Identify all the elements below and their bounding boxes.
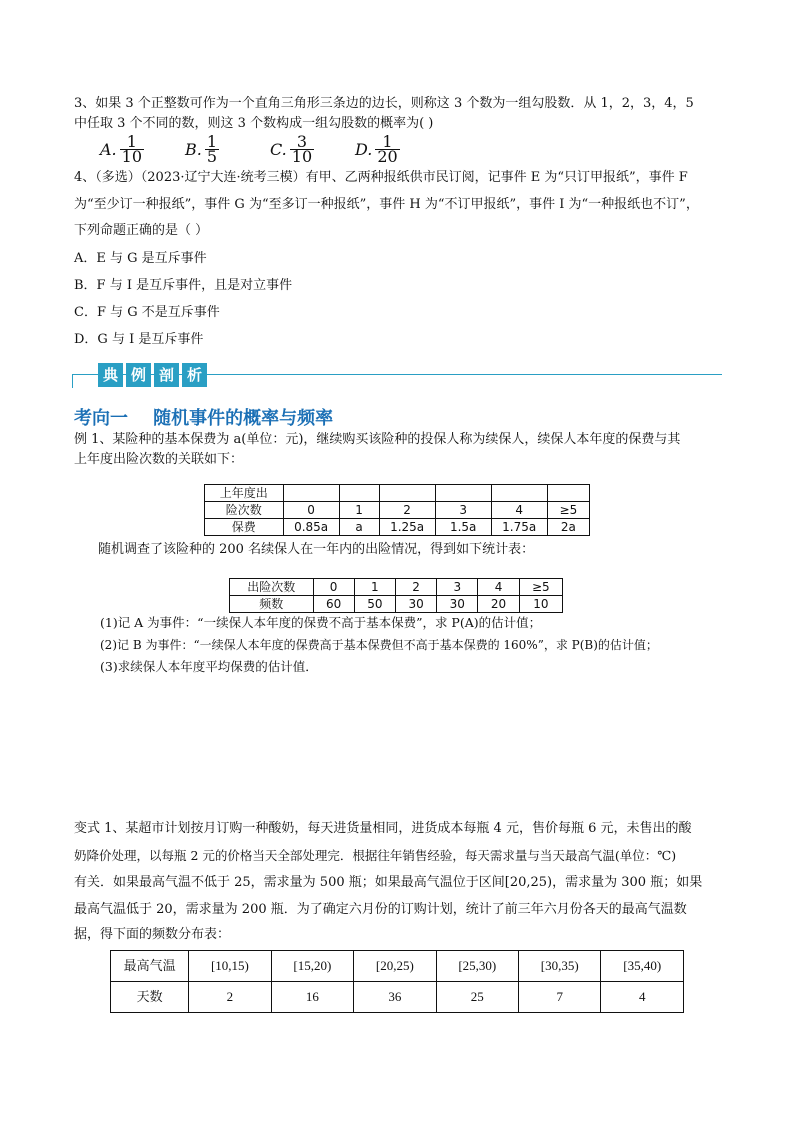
table-row — [111, 982, 684, 1013]
table-cell: 2 — [395, 579, 436, 596]
example1-line3: 随机调查了该险种的 200 名续保人在一年内的出险情况，得到如下统计表： — [98, 542, 535, 557]
q3-line1: 3、如果 3 个正整数可作为一个直角三角形三条边的边长，则称这 3 个数为一组勾股数．从 1，2，3，4，5 — [74, 96, 694, 111]
table-cell: 4 — [491, 502, 547, 519]
q3-option-a — [100, 132, 185, 166]
table-cell: 1 — [339, 502, 379, 519]
table-cell: [35,40) — [601, 951, 684, 982]
table-cell: [25,30) — [436, 951, 518, 982]
table-row — [205, 502, 590, 519]
table-cell: 30 — [437, 596, 478, 613]
q4-option-a: A．E 与 G 是互斥事件 — [74, 251, 207, 266]
table-row — [111, 951, 684, 982]
banner-char: 剖 — [154, 363, 179, 387]
table-cell: 上年度出 — [205, 485, 284, 502]
banner-char: 析 — [182, 363, 207, 387]
text: 1 — [206, 132, 218, 151]
temperature-table — [110, 950, 684, 1013]
banner-char: 例 — [126, 363, 151, 387]
table-cell: 16 — [271, 982, 353, 1013]
variant1-line3: 有关．如果最高气温不低于 25，需求量为 500 瓶；如果最高气温位于区间[20,25)，需求量为 300 瓶；如果 — [74, 875, 703, 890]
text: B. — [185, 140, 202, 159]
table-cell: a — [339, 519, 379, 536]
table-cell: 3 — [435, 502, 491, 519]
text: 20 — [377, 147, 398, 166]
table-cell — [547, 485, 589, 502]
table-cell — [379, 485, 435, 502]
table-cell: 20 — [478, 596, 519, 613]
q4-line2: 为“至少订一种报纸”，事件 G 为“至多订一种报纸”，事件 H 为“不订甲报纸”，事件 I 为“一种报纸也不订”， — [74, 197, 699, 212]
variant1-line2: 奶降价处理，以每瓶 2 元的价格当天全部处理完．根据往年销售经验，每天需求量与当天最高气温(单位：℃) — [74, 848, 677, 863]
text: C. — [270, 140, 287, 159]
text: 5 — [206, 147, 218, 166]
banner-bracket — [72, 374, 73, 388]
frequency-table — [229, 578, 563, 613]
table-cell: 10 — [519, 596, 562, 613]
table-row — [230, 579, 563, 596]
q3-option-c — [270, 132, 355, 166]
text: 3 — [290, 135, 314, 150]
variant1-line4: 最高气温低于 20，需求量为 200 瓶．为了确定六月份的订购计划，统计了前三年六月份各天的最高气温数 — [74, 902, 687, 917]
q3-line2: 中任取 3 个不同的数，则这 3 个数构成一组勾股数的概率为( ) — [74, 116, 434, 131]
table-cell: 30 — [395, 596, 436, 613]
q3-option-b — [185, 132, 270, 166]
table-cell: 0.85a — [283, 519, 339, 536]
table-cell: 50 — [354, 596, 395, 613]
variant1-line1: 变式 1、某超市计划按月订购一种酸奶，每天进货量相同，进货成本每瓶 4 元，售价每瓶 6 元，未售出的酸 — [74, 821, 692, 836]
table-cell — [435, 485, 491, 502]
example1-q1: (1)记 A 为事件：“一续保人本年度的保费不高于基本保费”，求 P(A)的估计值； — [100, 615, 542, 630]
table-cell: 0 — [313, 579, 354, 596]
example1-q2: (2)记 B 为事件：“一续保人本年度的保费高于基本保费但不高于基本保费的 160%”，求 P(B)的估计值； — [100, 638, 658, 652]
text: D. — [355, 140, 373, 159]
text: 10 — [121, 147, 142, 166]
table-cell: 60 — [313, 596, 354, 613]
table-row — [205, 485, 590, 502]
example1-line1: 例 1、某险种的基本保费为 a(单位：元)，继续购买该险种的投保人称为续保人，续保人本年度的保费与其 — [74, 432, 681, 447]
table-cell: [15,20) — [271, 951, 353, 982]
q4-line3: 下列命题正确的是（ ） — [74, 223, 209, 238]
premium-table — [204, 484, 590, 536]
section-title: 考向一 随机事件的概率与频率 — [74, 408, 334, 429]
table-cell: 保费 — [205, 519, 284, 536]
table-cell: 0 — [283, 502, 339, 519]
q4-line1: 4、（多选）（2023·辽宁大连·统考三模）有甲、乙两种报纸供市民订阅，记事件 E 为“只订甲报纸”，事件 F — [74, 170, 688, 185]
table-cell: 2 — [189, 982, 271, 1013]
table-cell: 频数 — [230, 596, 314, 613]
table-cell: [20,25) — [354, 951, 436, 982]
table-cell: [30,35) — [519, 951, 601, 982]
text: 1 — [120, 135, 144, 150]
table-cell: 4 — [601, 982, 684, 1013]
table-cell: ≥5 — [519, 579, 562, 596]
table-cell: [10,15) — [189, 951, 271, 982]
section-banner — [72, 363, 722, 389]
table-cell: 7 — [519, 982, 601, 1013]
table-cell: 2a — [547, 519, 589, 536]
table-cell: 1.5a — [435, 519, 491, 536]
table-cell: 出险次数 — [230, 579, 314, 596]
table-cell: 4 — [478, 579, 519, 596]
table-cell: 1.75a — [491, 519, 547, 536]
table-cell: 25 — [436, 982, 518, 1013]
variant1-line5: 据，得下面的频数分布表： — [74, 927, 231, 942]
q4-option-c: C．F 与 G 不是互斥事件 — [74, 305, 220, 320]
table-cell — [283, 485, 339, 502]
table-cell: 1 — [354, 579, 395, 596]
q3-option-d — [355, 132, 440, 166]
banner-char: 典 — [98, 363, 123, 387]
table-cell — [339, 485, 379, 502]
table-cell: 3 — [437, 579, 478, 596]
table-cell: 1.25a — [379, 519, 435, 536]
table-cell: ≥5 — [547, 502, 589, 519]
text: 10 — [291, 147, 313, 166]
table-cell: 最高气温 — [111, 951, 189, 982]
q3-options — [100, 132, 440, 166]
table-cell: 险次数 — [205, 502, 284, 519]
text: A. — [100, 140, 117, 159]
example1-line2: 上年度出险次数的关联如下： — [74, 452, 244, 467]
table-cell: 36 — [354, 982, 436, 1013]
example1-q3: (3)求续保人本年度平均保费的估计值． — [100, 659, 318, 674]
q4-option-b: B．F 与 I 是互斥事件，且是对立事件 — [74, 278, 293, 293]
q4-option-d: D．G 与 I 是互斥事件 — [74, 332, 204, 347]
banner-tag — [98, 363, 207, 387]
table-cell: 天数 — [111, 982, 189, 1013]
table-cell: 2 — [379, 502, 435, 519]
table-row — [205, 519, 590, 536]
text: 1 — [375, 135, 399, 150]
table-cell — [491, 485, 547, 502]
